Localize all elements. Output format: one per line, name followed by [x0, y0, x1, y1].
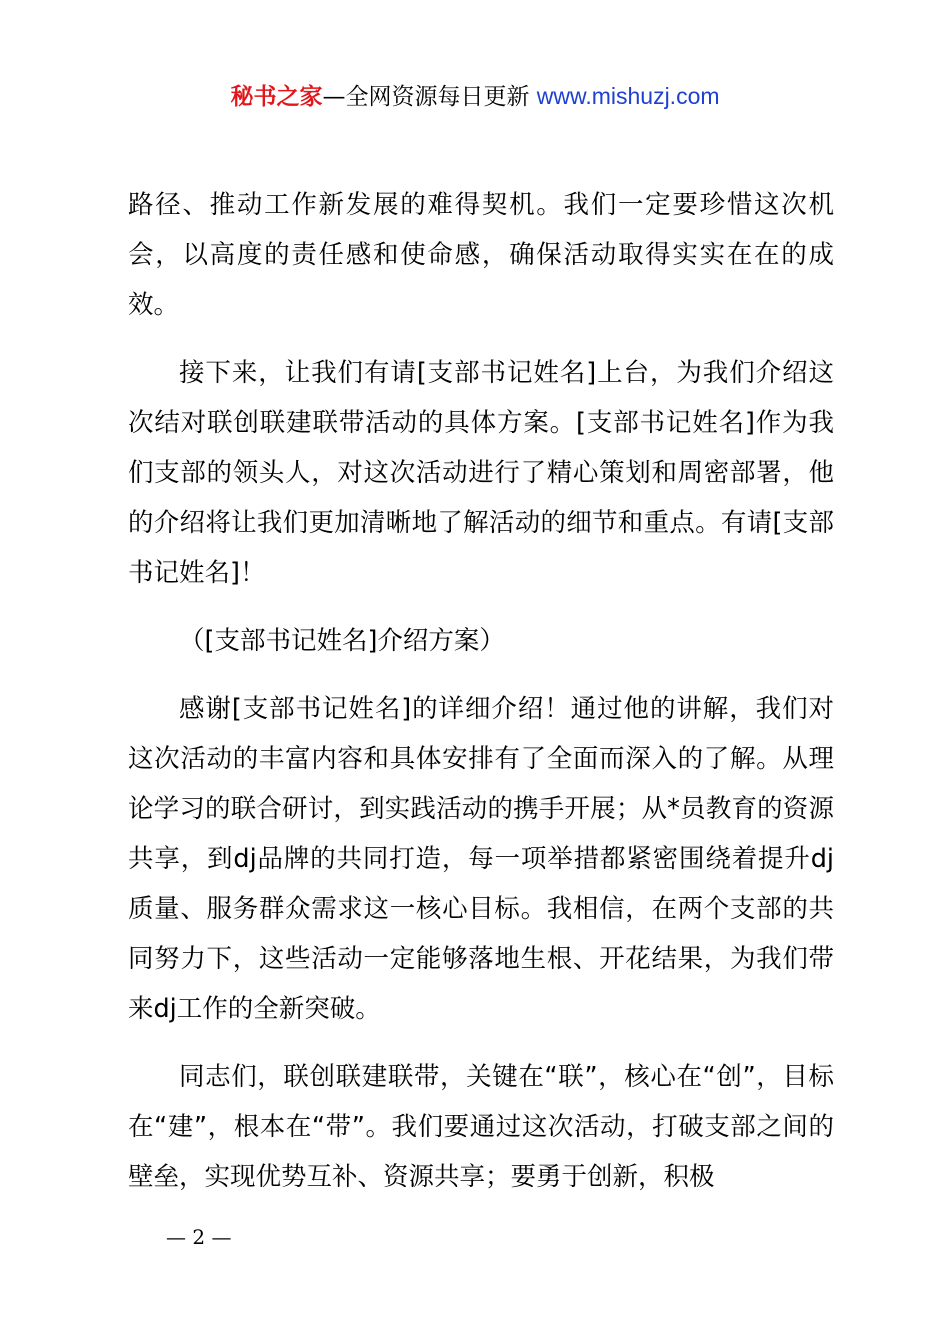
paragraph-comrades: 同志们，联创联建联带，关键在“联”，核心在“创”，目标在“建”，根本在“带”。我们要通过这次活动，打破支部之间的壁垒，实现优势互补、资源共享；要勇于创新，积极	[128, 1062, 834, 1192]
paragraph-invite-secretary: 接下来，让我们有请[支部书记姓名]上台，为我们介绍这次结对联创联建联带活动的具体方案。[支部书记姓名]作为我们支部的领头人，对这次活动进行了精心策划和周密部署，他的介绍将让我们更加清晰地了解活动的细节和重点。有请[支部书记姓名]！	[128, 358, 834, 588]
site-url-link[interactable]: www.mishuzj.com	[536, 83, 720, 109]
paragraph-stage-direction: （[支部书记姓名]介绍方案）	[179, 626, 505, 656]
document-body	[128, 180, 834, 1220]
header-tagline: —全网资源每日更新	[322, 84, 537, 110]
brand-name: 秘书之家	[230, 84, 323, 110]
paragraph-thanks: 感谢[支部书记姓名]的详细介绍！通过他的讲解，我们对这次活动的丰富内容和具体安排有了全面而深入的了解。从理论学习的联合研讨，到实践活动的携手开展；从*员教育的资源共享，到dj品牌的共同打造，每一项举措都紧密围绕着提升dj质量、服务群众需求这一核心目标。我相信，在两个支部的共同努力下，这些活动一定能够落地生根、开花结果，为我们带来dj工作的全新突破。	[128, 694, 834, 1024]
paragraph-continuation: 路径、推动工作新发展的难得契机。我们一定要珍惜这次机会，以高度的责任感和使命感，确保活动取得实实在在的成效。	[128, 190, 834, 320]
site-header	[0, 80, 950, 113]
page-number: — 2 —	[166, 1225, 232, 1249]
